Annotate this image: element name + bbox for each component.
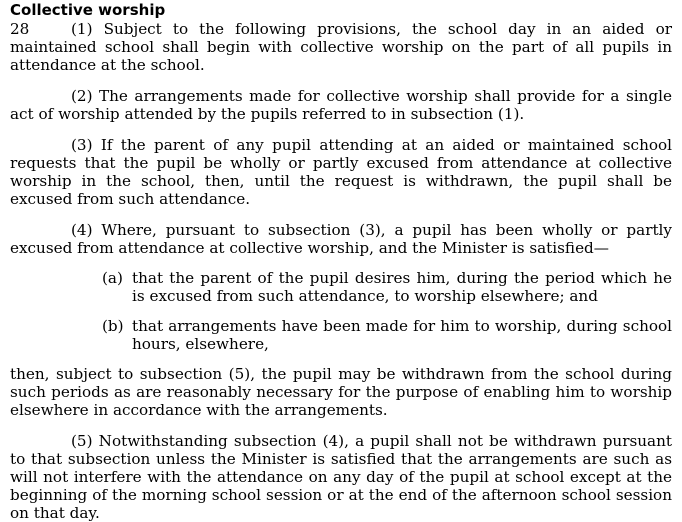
subsection-5: (5) Notwithstanding subsection (4), a pupil shall not be withdrawn pursuant to that subsection unless the Minister is satisfied that the arrangements are such as will not interfere with the attendance on any day of the pupil at school except at the beginning of the morning school session or at the end of the afternoon school session on that day. [10,432,672,522]
subsection-4-tail: then, subject to subsection (5), the pupil may be withdrawn from the school during such periods as are reasonably necessary for the purpose of enabling him to worship elsewhere in accordance with the arrangements. [10,365,672,419]
subsection-1-text: (1) Subject to the following provisions, the school day in an aided or maintained school shall begin with collective worship on the part of all pupils in attendance at the school. [10,20,672,74]
subsection-2: (2) The arrangements made for collective worship shall provide for a single act of worship attended by the pupils referred to in subsection (1). [10,87,672,123]
subsection-4: (4) Where, pursuant to subsection (3), a pupil has been wholly or partly excused from attendance at collective worship, and the Minister is satisfied— [10,221,672,257]
list-item-b [102,317,672,353]
list-item-a-text: that the parent of the pupil desires him, during the period which he is excused from such attendance, to worship elsewhere; and [132,269,672,305]
document-body [10,0,672,522]
subsection-3: (3) If the parent of any pupil attending at an aided or maintained school requests that the pupil be wholly or partly excused from attendance at collective worship in the school, then, until the request is withdrawn, the pupil shall be excused from such attendance. [10,136,672,208]
list-item-b-mark: (b) [102,317,124,335]
list-item-a-mark: (a) [102,269,123,287]
section-number: 28 [10,20,30,38]
section-heading: Collective worship [10,1,166,19]
subsection-1 [10,20,672,74]
list-item-a [102,269,672,305]
list-item-b-text: that arrangements have been made for him to worship, during school hours, elsewhere, [132,317,672,353]
